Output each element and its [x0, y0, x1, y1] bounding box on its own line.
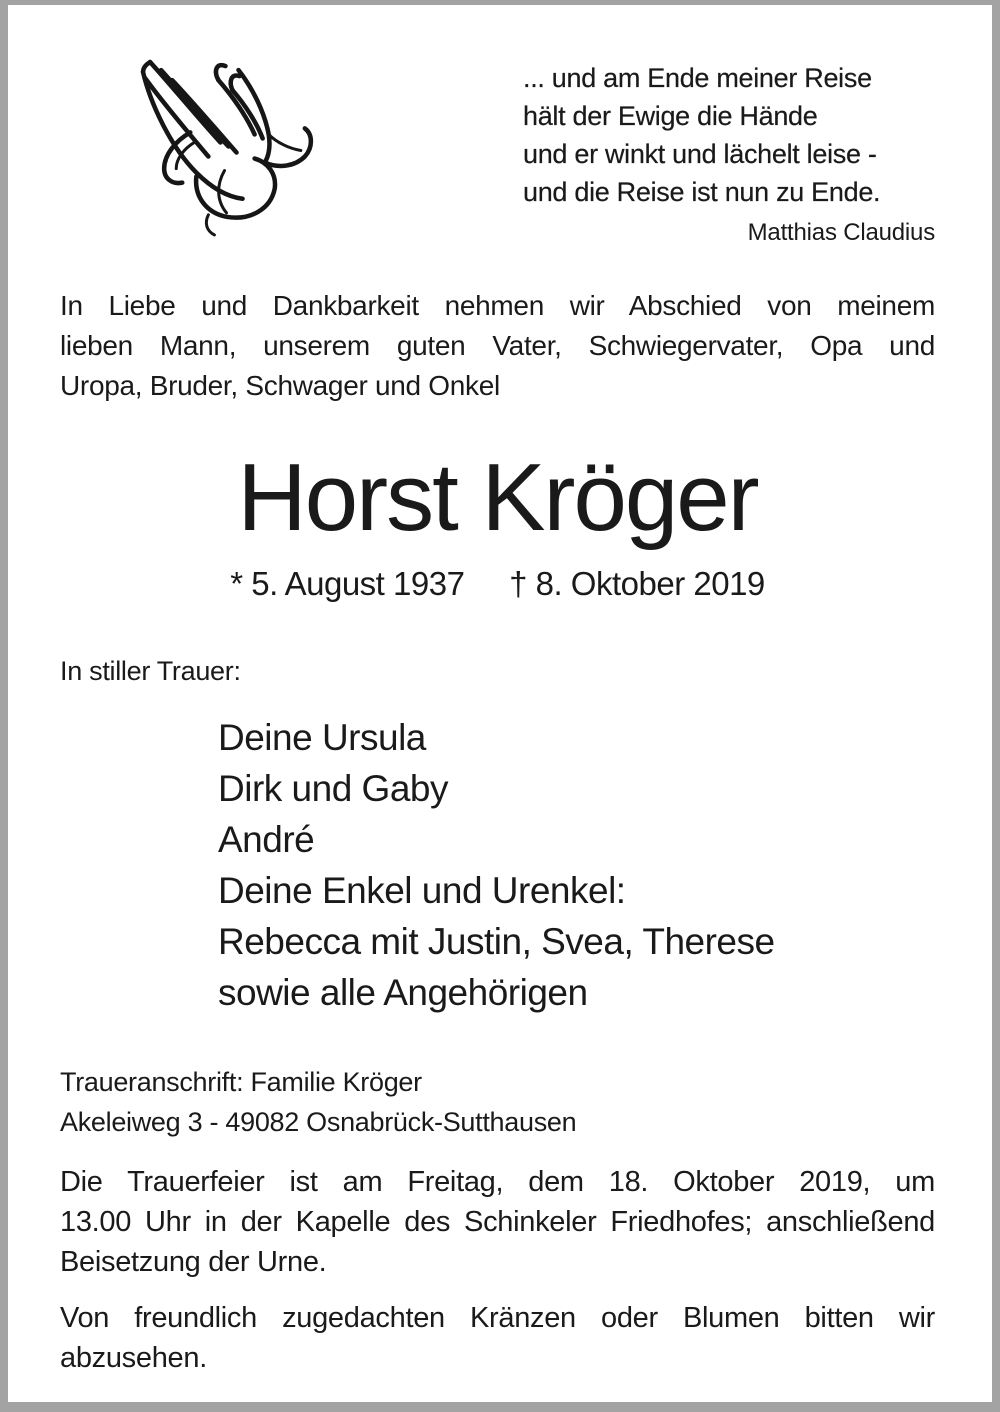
mourner-line: Rebecca mit Justin, Svea, Therese	[218, 920, 775, 962]
mourner-line: Deine Ursula	[218, 716, 426, 758]
birth-date: * 5. August 1937	[230, 564, 465, 602]
praying-hands-icon	[140, 53, 325, 251]
service-line: Die Trauerfeier ist am Freitag, dem 18. Oktober 2019, um	[60, 1165, 935, 1198]
poem-line: und er winkt und lächelt leise -	[523, 139, 877, 169]
header-section	[60, 45, 935, 256]
service-line: Beisetzung der Urne.	[60, 1245, 327, 1278]
intro-paragraph	[60, 286, 935, 406]
intro-line: In Liebe und Dankbarkeit nehmen wir Abschied von meinem	[60, 290, 935, 321]
mourner-line: Deine Enkel und Urenkel:	[218, 869, 626, 911]
address-line: Traueranschrift: Familie Kröger	[60, 1066, 422, 1097]
intro-line: lieben Mann, unserem guten Vater, Schwiegervater, Opa und	[60, 330, 935, 361]
mourners-list	[218, 712, 935, 1018]
mourning-label: In stiller Trauer:	[60, 655, 241, 686]
mourner-line: sowie alle Angehörigen	[218, 971, 588, 1013]
obituary-card	[8, 5, 992, 1402]
request-line: Von freundlich zugedachten Kränzen oder Blumen bitten wir	[60, 1301, 935, 1334]
deceased-name: Horst Kröger	[237, 444, 758, 551]
flowers-request-paragraph	[60, 1298, 935, 1378]
intro-line: Uropa, Bruder, Schwager und Onkel	[60, 370, 500, 401]
death-date: † 8. Oktober 2019	[509, 564, 765, 602]
address-line: Akeleiweg 3 - 49082 Osnabrück-Sutthausen	[60, 1106, 577, 1137]
request-line: abzusehen.	[60, 1341, 207, 1374]
praying-hands-illustration	[140, 53, 325, 256]
mourner-line: Dirk und Gaby	[218, 767, 448, 809]
poem-line: und die Reise ist nun zu Ende.	[523, 177, 881, 207]
poem-attribution: Matthias Claudius	[747, 219, 935, 246]
mourner-line: André	[218, 818, 315, 860]
funeral-service-paragraph	[60, 1162, 935, 1282]
poem-line: hält der Ewige die Hände	[523, 101, 818, 131]
service-line: 13.00 Uhr in der Kapelle des Schinkeler Friedhofes; anschließend	[60, 1205, 935, 1238]
mourning-address	[60, 1062, 935, 1142]
poem-block	[523, 45, 935, 247]
poem-line: ... und am Ende meiner Reise	[523, 63, 872, 93]
life-dates	[60, 562, 935, 606]
